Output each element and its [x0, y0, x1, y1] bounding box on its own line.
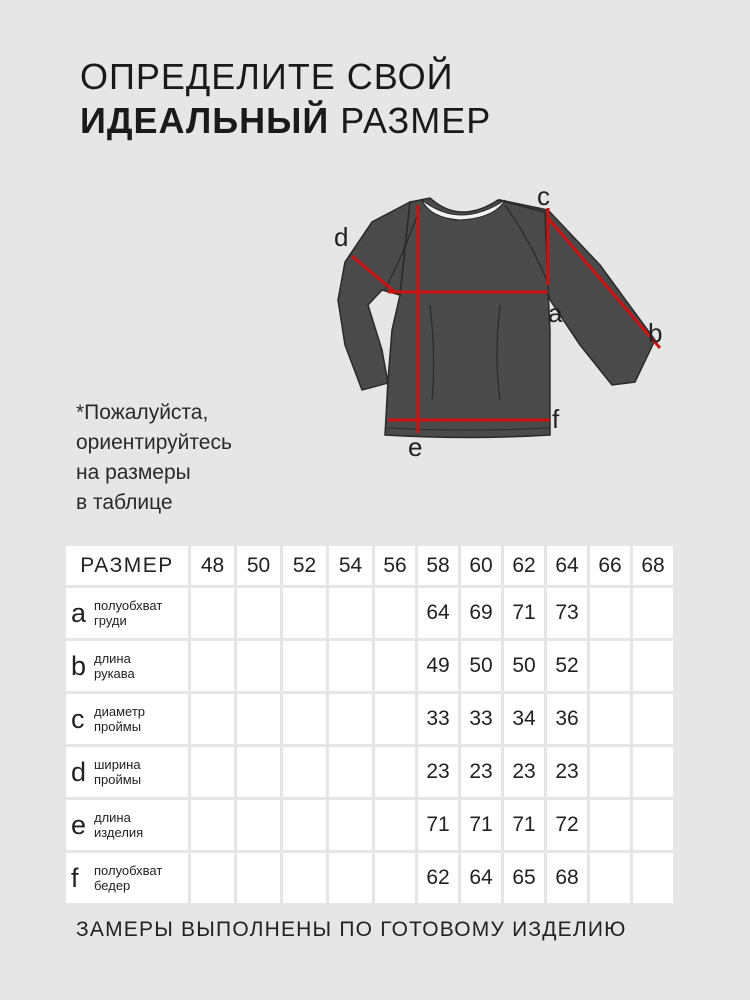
- table-cell: 23: [461, 747, 501, 797]
- description-line: полуобхват: [94, 863, 163, 878]
- measurement-description: [94, 757, 141, 787]
- table-cell: [633, 853, 673, 903]
- table-row: [66, 800, 673, 850]
- note-line: на размеры: [76, 461, 191, 484]
- description-line: длина: [94, 810, 131, 825]
- table-cell: [283, 853, 326, 903]
- table-cell: 71: [504, 800, 544, 850]
- table-cell: [633, 747, 673, 797]
- table-cell: [191, 747, 234, 797]
- table-cell: 50: [504, 641, 544, 691]
- label-f: f: [552, 404, 560, 434]
- table-cell: [633, 694, 673, 744]
- note-line: *Пожалуйста,: [76, 401, 209, 424]
- label-b: b: [648, 318, 663, 348]
- measurement-letter: b: [71, 650, 87, 681]
- table-cell: 52: [547, 641, 587, 691]
- table-cell: [283, 641, 326, 691]
- table-cell: [590, 800, 630, 850]
- table-cell: [375, 641, 415, 691]
- table-cell: [191, 588, 234, 638]
- label-e: e: [408, 432, 423, 462]
- description-line: проймы: [94, 772, 142, 787]
- table-cell: 49: [418, 641, 458, 691]
- table-cell: [375, 694, 415, 744]
- table-cell: [590, 694, 630, 744]
- table-cell: 50: [461, 641, 501, 691]
- measurement-description: [94, 651, 135, 681]
- table-header-row: [66, 546, 673, 585]
- header-size-48: 48: [191, 546, 234, 585]
- measurement-label-cell: [66, 853, 188, 903]
- description-line: диаметр: [94, 704, 145, 719]
- table-cell: 36: [547, 694, 587, 744]
- size-note: [76, 398, 232, 518]
- table-cell: 23: [504, 747, 544, 797]
- table-cell: [329, 694, 372, 744]
- table-cell: [375, 588, 415, 638]
- label-d: d: [334, 222, 349, 252]
- measurement-description: [94, 704, 145, 734]
- note-line: в таблице: [76, 491, 173, 514]
- measurement-description: [94, 598, 162, 628]
- table-cell: 64: [418, 588, 458, 638]
- table-cell: 23: [547, 747, 587, 797]
- table-cell: 71: [461, 800, 501, 850]
- table-cell: 71: [504, 588, 544, 638]
- table-cell: [375, 853, 415, 903]
- title-text-rest: РАЗМЕР: [340, 100, 492, 141]
- measurement-letter: a: [71, 597, 87, 628]
- note-line: ориентируйтесь: [76, 431, 232, 454]
- table-cell: [237, 588, 280, 638]
- table-row: [66, 747, 673, 797]
- title-text-1: ОПРЕДЕЛИТЕ СВОЙ: [80, 56, 454, 97]
- table-cell: [283, 747, 326, 797]
- description-line: груди: [94, 613, 127, 628]
- table-cell: [191, 641, 234, 691]
- label-c: c: [537, 181, 550, 211]
- label-a: a: [548, 298, 563, 328]
- table-cell: [329, 588, 372, 638]
- header-size-64: 64: [547, 546, 587, 585]
- description-line: полуобхват: [94, 598, 163, 613]
- table-cell: 23: [418, 747, 458, 797]
- measurement-label-cell: [66, 747, 188, 797]
- table-cell: [329, 747, 372, 797]
- table-cell: [191, 694, 234, 744]
- table-cell: [329, 641, 372, 691]
- table-cell: 64: [461, 853, 501, 903]
- header-size-54: 54: [329, 546, 372, 585]
- table-cell: [237, 800, 280, 850]
- description-line: проймы: [94, 719, 142, 734]
- table-cell: 71: [418, 800, 458, 850]
- header-size-label: РАЗМЕР: [66, 546, 188, 585]
- header-size-62: 62: [504, 546, 544, 585]
- header-size-58: 58: [418, 546, 458, 585]
- table-row: [66, 853, 673, 903]
- header-size-50: 50: [237, 546, 280, 585]
- table-cell: 33: [461, 694, 501, 744]
- table-cell: [633, 588, 673, 638]
- measurement-description: [94, 863, 162, 893]
- header-size-68: 68: [633, 546, 673, 585]
- table-cell: [237, 853, 280, 903]
- garment-illustration: [338, 198, 655, 438]
- table-cell: [590, 641, 630, 691]
- measurement-label-cell: [66, 800, 188, 850]
- footer-note: ЗАМЕРЫ ВЫПОЛНЕНЫ ПО ГОТОВОМУ ИЗДЕЛИЮ: [76, 918, 627, 941]
- table-cell: [283, 694, 326, 744]
- size-table: [63, 543, 676, 906]
- description-line: бедер: [94, 878, 131, 893]
- table-cell: 73: [547, 588, 587, 638]
- table-cell: [633, 800, 673, 850]
- table-row: [66, 641, 673, 691]
- header-size-60: 60: [461, 546, 501, 585]
- header-size-56: 56: [375, 546, 415, 585]
- measurement-description: [94, 810, 143, 840]
- table-cell: 72: [547, 800, 587, 850]
- table-cell: [191, 800, 234, 850]
- measurement-letter: c: [71, 703, 85, 734]
- table-cell: [590, 853, 630, 903]
- description-line: изделия: [94, 825, 144, 840]
- table-row: [66, 588, 673, 638]
- table-cell: [191, 853, 234, 903]
- table-cell: [590, 747, 630, 797]
- measurement-label-cell: [66, 588, 188, 638]
- description-line: длина: [94, 651, 131, 666]
- table-cell: [237, 747, 280, 797]
- table-cell: 69: [461, 588, 501, 638]
- table-cell: [329, 800, 372, 850]
- table-cell: 33: [418, 694, 458, 744]
- table-cell: [590, 588, 630, 638]
- measurement-letter: f: [71, 862, 79, 893]
- table-cell: [237, 641, 280, 691]
- measurement-letter: e: [71, 809, 87, 840]
- table-cell: [237, 694, 280, 744]
- table-cell: [375, 800, 415, 850]
- header-size-52: 52: [283, 546, 326, 585]
- table-cell: [283, 800, 326, 850]
- measurement-letter: d: [71, 756, 87, 787]
- table-cell: [329, 853, 372, 903]
- table-cell: 68: [547, 853, 587, 903]
- table-cell: [375, 747, 415, 797]
- table-cell: [633, 641, 673, 691]
- table-cell: [283, 588, 326, 638]
- title-text-bold: ИДЕАЛЬНЫЙ: [80, 100, 330, 141]
- table-cell: 65: [504, 853, 544, 903]
- measurement-label-cell: [66, 641, 188, 691]
- header-size-66: 66: [590, 546, 630, 585]
- table-cell: 34: [504, 694, 544, 744]
- table-cell: 62: [418, 853, 458, 903]
- table-row: [66, 694, 673, 744]
- description-line: ширина: [94, 757, 141, 772]
- measurement-label-cell: [66, 694, 188, 744]
- description-line: рукава: [94, 666, 135, 681]
